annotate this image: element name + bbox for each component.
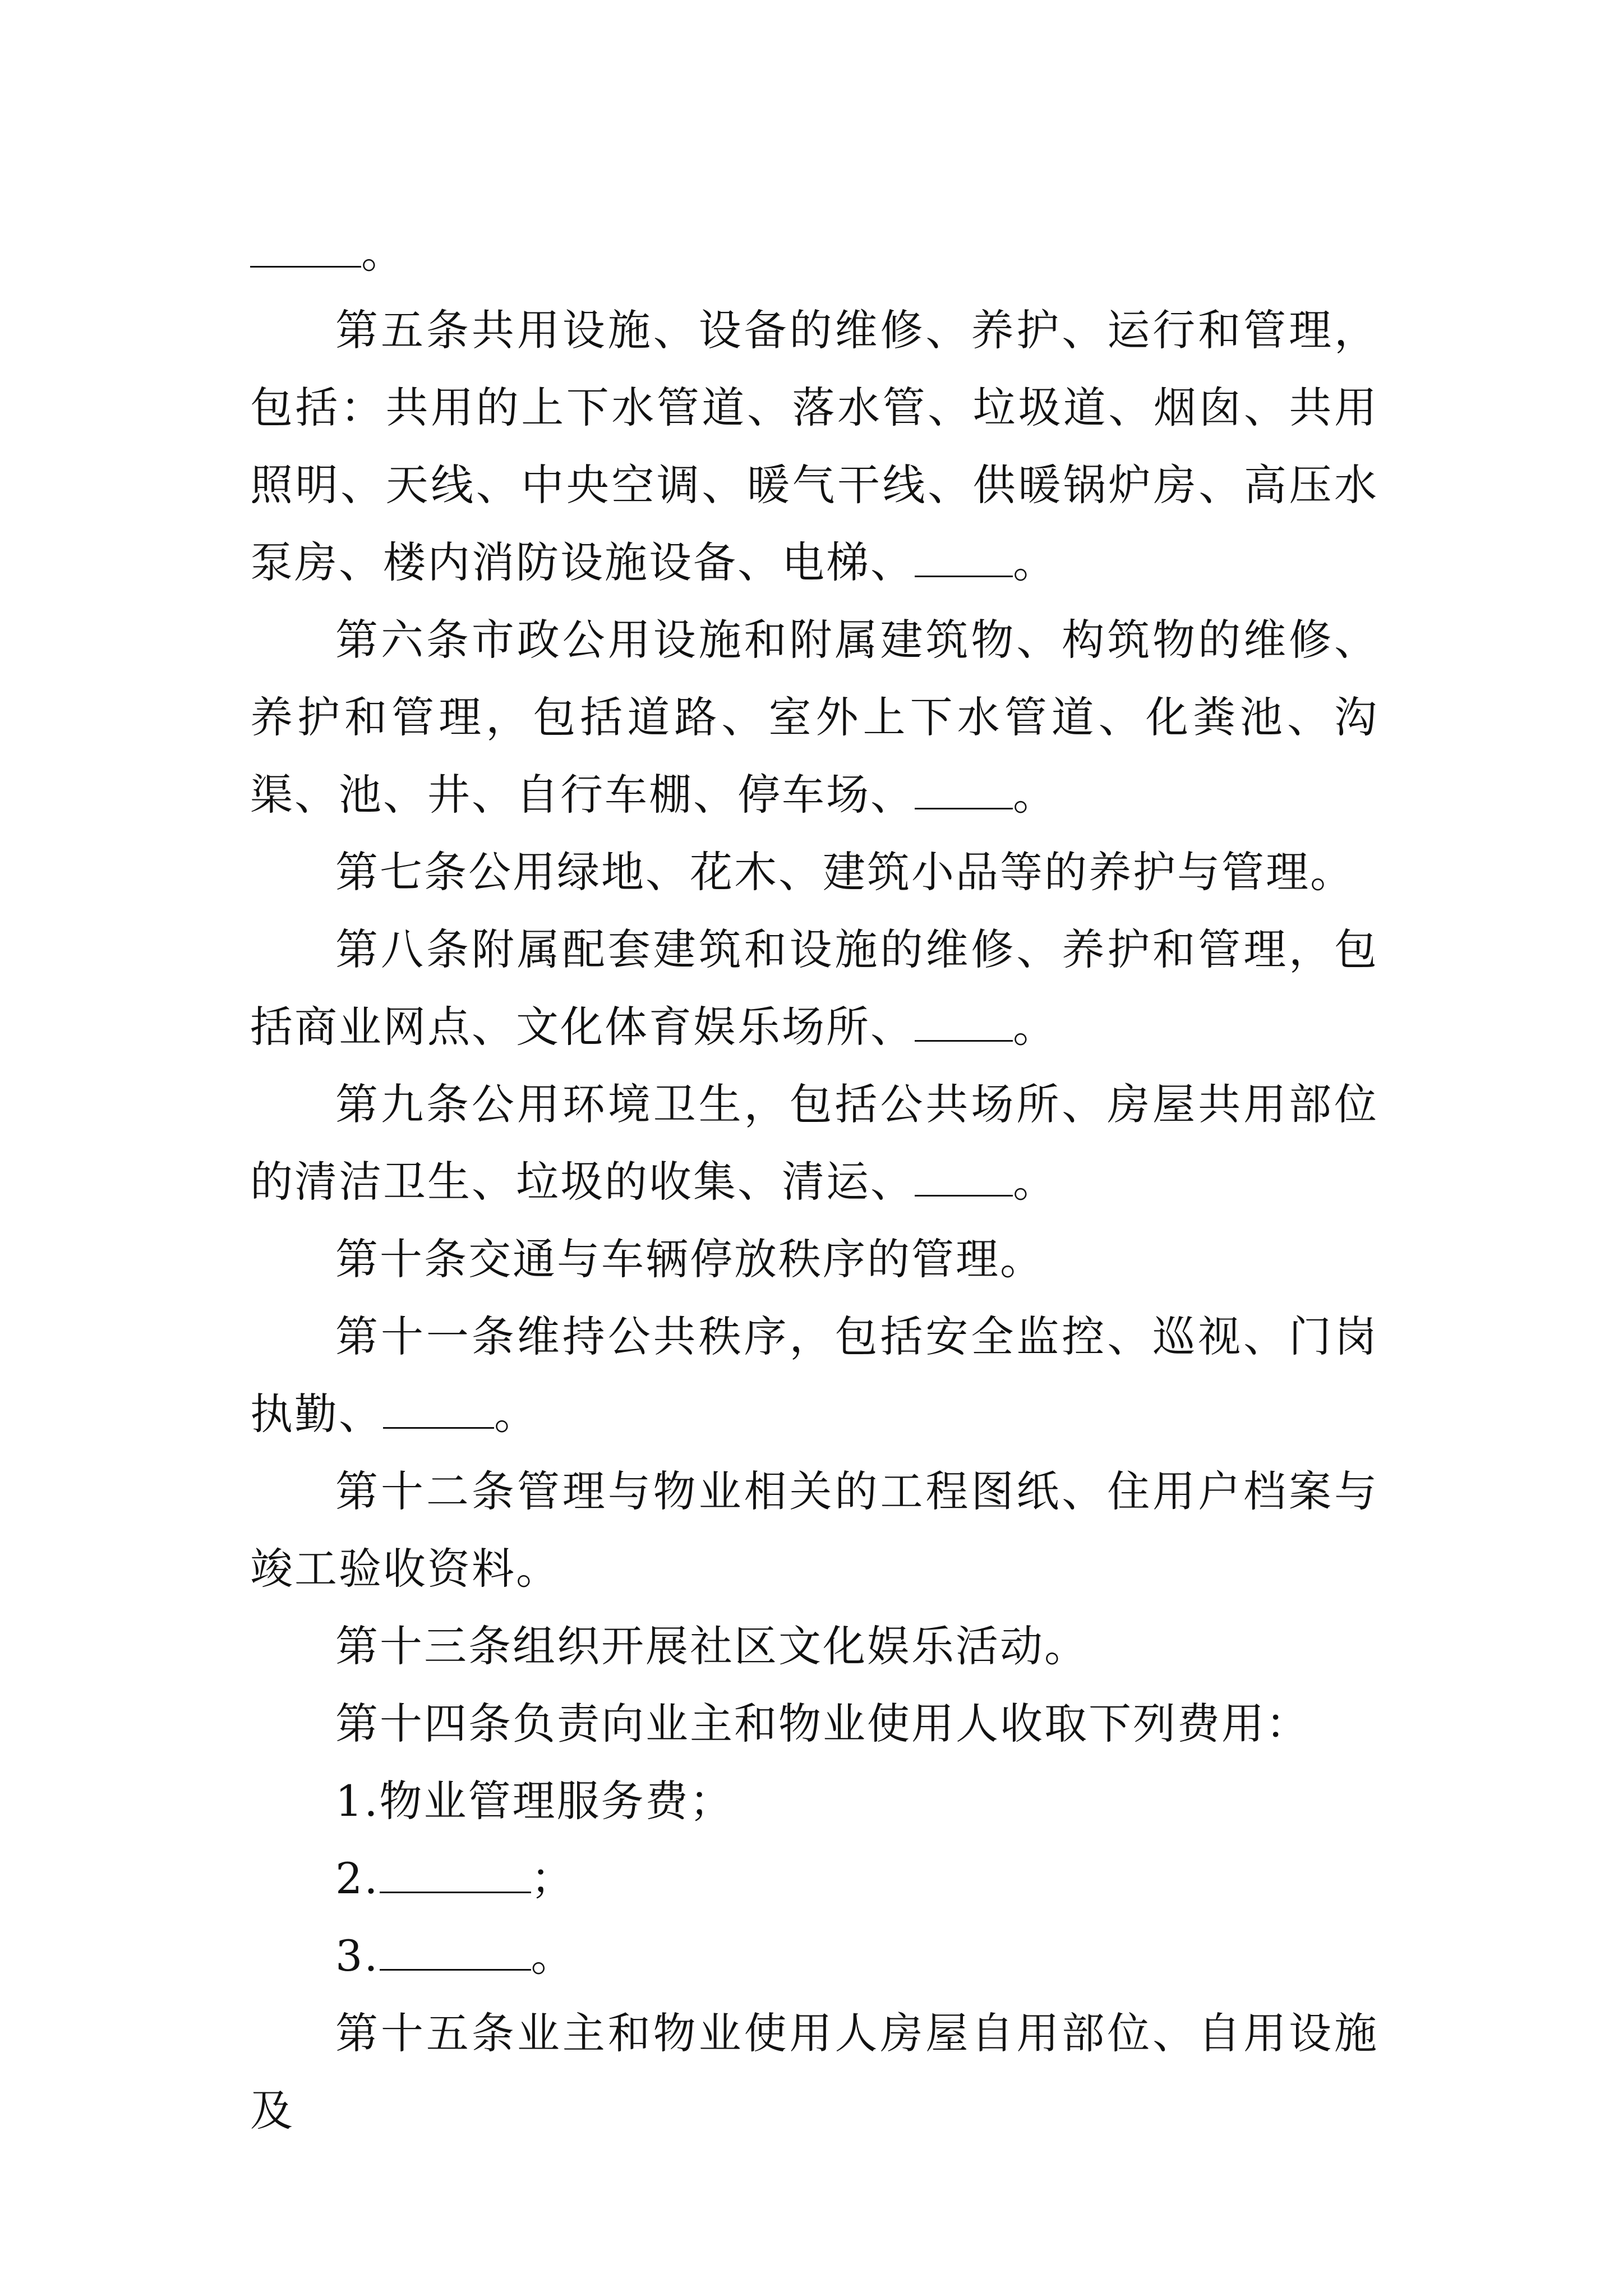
fee-item-1 <box>250 1763 1378 1840</box>
fill-in-blank <box>380 1934 531 1971</box>
article-9-text: 第九条公用环境卫生，包括公共场所、房屋共用部位的清洁卫生、垃圾的收集、清运、 <box>250 1079 1378 1207</box>
punctuation: 。 <box>1013 537 1057 587</box>
article-13 <box>250 1608 1378 1685</box>
article-13-text: 第十三条组织开展社区文化娱乐活动。 <box>335 1621 1089 1671</box>
article-5-text: 第五条共用设施、设备的维修、养护、运行和管理，包括：共用的上下水管道、落水管、垃圾道、烟囱、共用照明、天线、中央空调、暖气干线、供暖锅炉房、高压水泵房、楼内消防设施设备、电梯、 <box>250 305 1378 587</box>
article-15 <box>250 1995 1378 2150</box>
fill-in-blank <box>380 1857 531 1893</box>
article-7 <box>250 834 1378 911</box>
article-14-text: 第十四条负责向业主和物业使用人收取下列费用： <box>335 1699 1310 1749</box>
fill-in-blank <box>915 1005 1013 1042</box>
article-10-text: 第十条交通与车辆停放秩序的管理。 <box>335 1234 1044 1284</box>
article-6 <box>250 601 1378 834</box>
punctuation: 。 <box>1013 1002 1057 1052</box>
article-5 <box>250 292 1378 601</box>
article-12 <box>250 1453 1378 1608</box>
article-8-text: 第八条附属配套建筑和设施的维修、养护和管理，包括商业网点、文化体育娱乐场所、 <box>250 924 1378 1052</box>
article-12-text: 第十二条管理与物业相关的工程图纸、住用户档案与竣工验收资料。 <box>250 1466 1378 1594</box>
article-9 <box>250 1066 1378 1221</box>
article-15-text: 第十五条业主和物业使用人房屋自用部位、自用设施及 <box>250 2008 1378 2136</box>
article-8 <box>250 911 1378 1066</box>
article-14 <box>250 1685 1378 1763</box>
punctuation: 。 <box>1013 1157 1057 1207</box>
continuation-line <box>250 214 1378 292</box>
article-6-text: 第六条市政公用设施和附属建筑物、构筑物的维修、养护和管理，包括道路、室外上下水管道、化粪池、沟渠、池、井、自行车棚、停车场、 <box>250 615 1378 820</box>
fill-in-blank <box>915 1160 1013 1197</box>
document-body <box>250 214 1378 2150</box>
article-7-text: 第七条公用绿地、花木、建筑小品等的养护与管理。 <box>335 847 1354 897</box>
fee-item-3-number: 3. <box>335 1931 380 1981</box>
fee-item-2 <box>250 1840 1378 1917</box>
punctuation: 。 <box>1013 770 1057 820</box>
punctuation: 。 <box>361 228 405 278</box>
article-11-text: 第十一条维持公共秩序，包括安全监控、巡视、门岗执勤、 <box>250 1312 1378 1439</box>
punctuation: 。 <box>494 1389 538 1439</box>
fee-item-1-text: 1.物业管理服务费； <box>335 1776 734 1826</box>
punctuation: 。 <box>531 1931 575 1981</box>
fill-in-blank <box>383 1392 494 1429</box>
fill-in-blank <box>915 541 1013 577</box>
fee-item-2-number: 2. <box>335 1853 380 1903</box>
fill-in-blank <box>250 231 361 268</box>
article-10 <box>250 1221 1378 1298</box>
fee-item-3 <box>250 1917 1378 1995</box>
fill-in-blank <box>915 773 1013 809</box>
article-11 <box>250 1298 1378 1453</box>
punctuation: ； <box>531 1853 575 1903</box>
